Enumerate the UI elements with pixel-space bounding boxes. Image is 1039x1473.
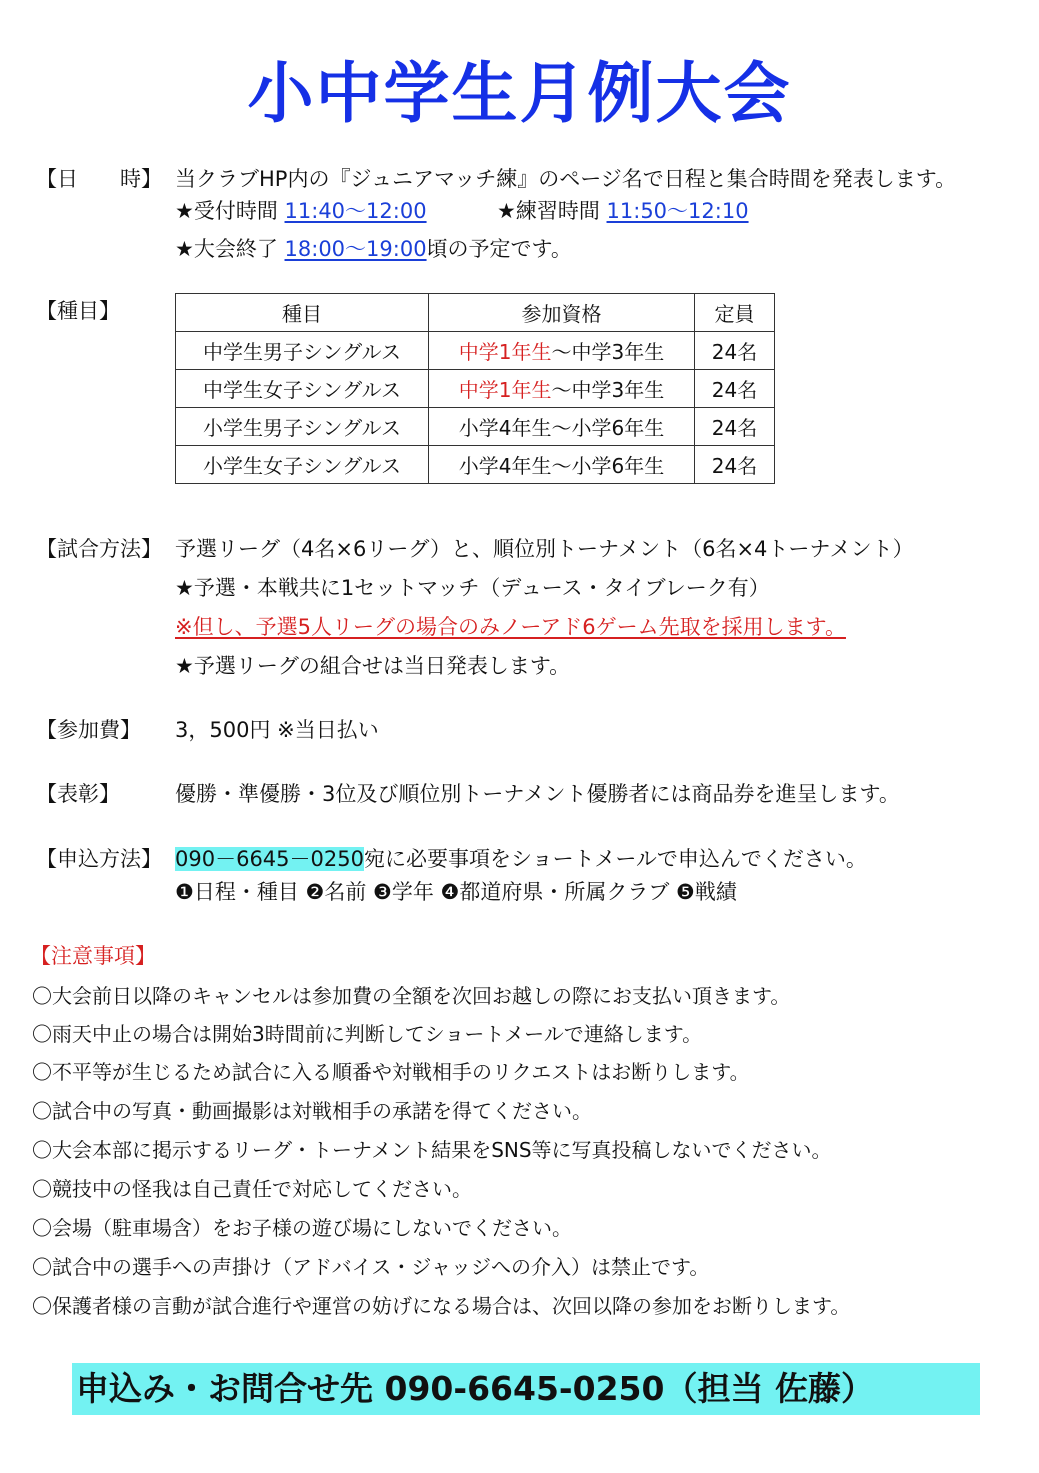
end-label: ★大会終了 [175, 237, 278, 261]
award-text: 優勝・準優勝・3位及び順位別トーナメント優勝者には商品券を進呈します。 [175, 782, 900, 806]
capacity: 24名 [695, 332, 775, 370]
event-name: 小学生男子シングルス [176, 408, 429, 446]
eligibility-min: 中学1年生 [458, 340, 552, 364]
capacity: 24名 [695, 408, 775, 446]
list-item: 〇大会本部に掲示するリーグ・トーナメント結果をSNS等に写真投稿しないでください。 [32, 1138, 832, 1162]
schedule-label: 【日 時】 [36, 167, 162, 191]
apply-label: 【申込方法】 [36, 847, 162, 871]
practice-label: ★練習時間 [497, 199, 600, 223]
list-item: 〇試合中の写真・動画撮影は対戦相手の承諾を得てください。 [32, 1099, 592, 1123]
fee-text: 3，500円 ※当日払い [175, 718, 379, 742]
fee-label: 【参加費】 [36, 718, 141, 742]
table-row [176, 446, 775, 484]
end-suffix: 頃の予定です。 [426, 237, 572, 261]
capacity: 24名 [695, 370, 775, 408]
eligibility-range: 小学4年生～小学6年生 [458, 416, 665, 440]
list-item: 〇試合中の選手への声掛け（アドバイス・ジャッジへの介入）は禁止です。 [32, 1255, 710, 1279]
eligibility-range: ～中学3年生 [551, 378, 665, 402]
eligibility [429, 408, 695, 446]
list-item: 〇不平等が生じるため試合に入る順番や対戦相手のリクエストはお断りします。 [32, 1060, 750, 1084]
header-capacity: 定員 [695, 294, 775, 332]
contact-banner: 申込み・お問合せ先 090-6645-0250（担当 佐藤） [72, 1363, 980, 1415]
award-label: 【表彰】 [36, 782, 120, 806]
format-line3: ※但し、予選5人リーグの場合のみノーアド6ゲーム先取を採用します。 [175, 615, 846, 639]
reception-time: 11:40～12:00 [284, 199, 427, 223]
format-line1: 予選リーグ（4名×6リーグ）と、順位別トーナメント（6名×4トーナメント） [175, 537, 914, 561]
header-eligibility: 参加資格 [429, 294, 695, 332]
list-item: 〇会場（駐車場含）をお子様の遊び場にしないでください。 [32, 1216, 572, 1240]
event-name: 中学生男子シングルス [176, 332, 429, 370]
format-line4: ★予選リーグの組合せは当日発表します。 [175, 654, 571, 678]
format-label: 【試合方法】 [36, 537, 162, 561]
list-item: 〇大会前日以降のキャンセルは参加費の全額を次回お越しの際にお支払い頂きます。 [32, 984, 791, 1008]
events-label: 【種目】 [36, 299, 120, 323]
events-table [175, 293, 775, 484]
end-time: 18:00～19:00 [284, 237, 427, 261]
events-table-header [176, 294, 775, 332]
apply-phone: 090－6645－0250 [175, 847, 364, 871]
list-item: 〇競技中の怪我は自己責任で対応してください。 [32, 1177, 472, 1201]
eligibility [429, 446, 695, 484]
event-name: 中学生女子シングルス [176, 370, 429, 408]
format-line2: ★予選・本戦共に1セットマッチ（デュース・タイブレーク有） [175, 576, 770, 600]
apply-text: 宛に必要事項をショートメールで申込んでください。 [363, 847, 867, 871]
apply-line [175, 843, 867, 873]
practice-time: 11:50～12:10 [606, 199, 749, 223]
end-time-line [175, 233, 572, 263]
eligibility [429, 332, 695, 370]
table-row [176, 408, 775, 446]
reception-label: ★受付時間 [175, 199, 278, 223]
table-row [176, 370, 775, 408]
page-title: 小中学生月例大会 [247, 55, 792, 132]
header-event: 種目 [176, 294, 429, 332]
apply-items: ❶日程・種目 ❷名前 ❸学年 ❹都道府県・所属クラブ ❺戦績 [175, 880, 737, 904]
practice-time-line [497, 195, 749, 225]
schedule-text: 当クラブHP内の『ジュニアマッチ練』のページ名で日程と集合時間を発表します。 [175, 167, 957, 191]
notes-label: 【注意事項】 [30, 944, 156, 968]
reception-time-line [175, 195, 427, 225]
eligibility [429, 370, 695, 408]
list-item: 〇雨天中止の場合は開始3時間前に判断してショートメールで連絡します。 [32, 1022, 703, 1046]
list-item: 〇保護者様の言動が試合進行や運営の妨げになる場合は、次回以降の参加をお断りします。 [32, 1294, 851, 1318]
event-name: 小学生女子シングルス [176, 446, 429, 484]
table-row [176, 332, 775, 370]
capacity: 24名 [695, 446, 775, 484]
eligibility-range: 小学4年生～小学6年生 [458, 454, 665, 478]
eligibility-range: ～中学3年生 [551, 340, 665, 364]
eligibility-min: 中学1年生 [458, 378, 552, 402]
